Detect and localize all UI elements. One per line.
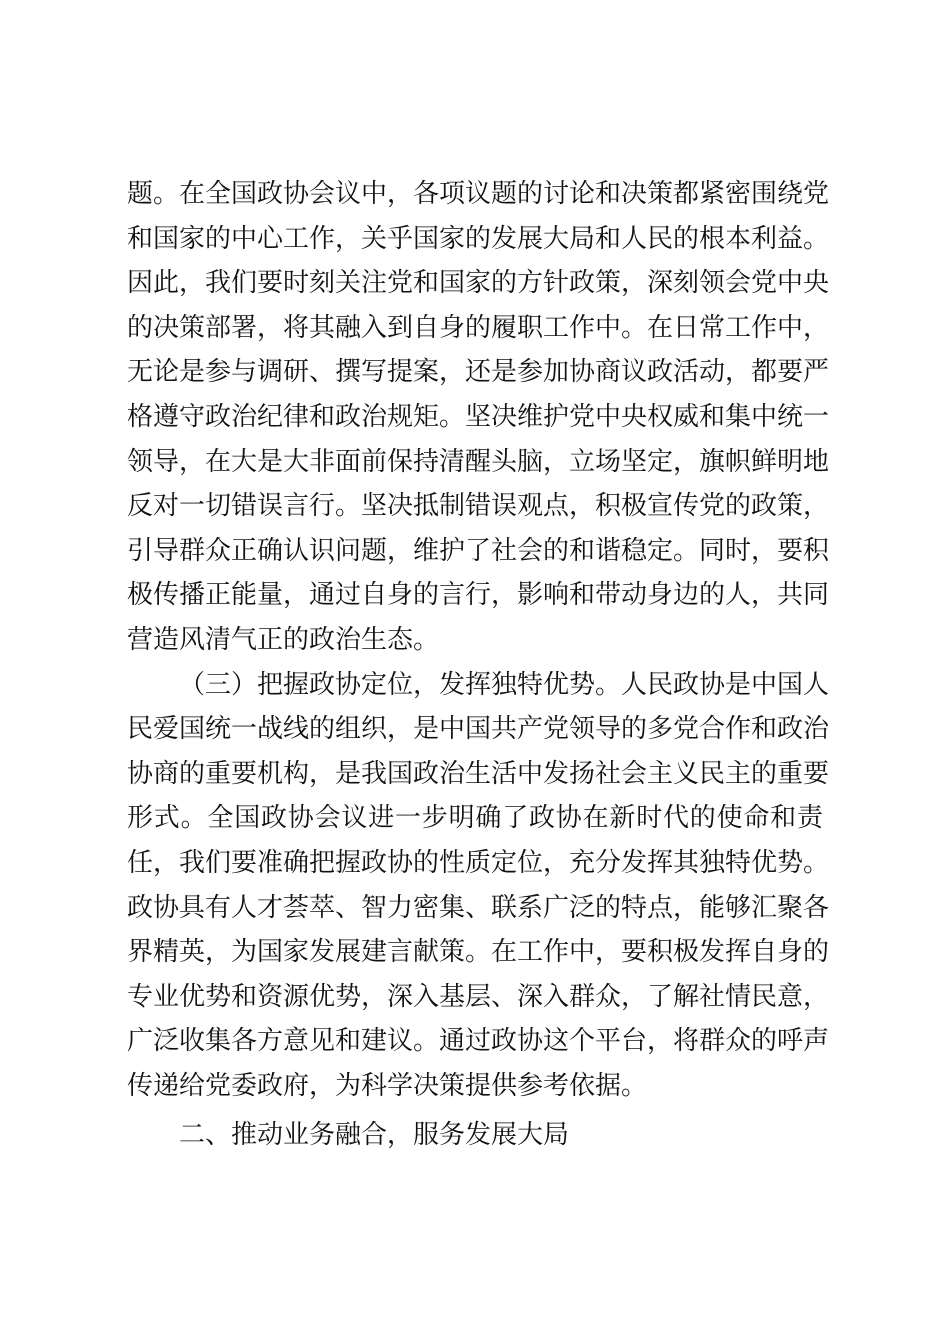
section-heading: 二、推动业务融合，服务发展大局	[179, 1120, 570, 1150]
text-line: 协商的重要机构，是我国政治生活中发扬社会主义民主的重要	[127, 758, 830, 789]
text-line: 的决策部署，将其融入到自身的履职工作中。在日常工作中，	[127, 312, 830, 343]
text-line: 任，我们要准确把握政协的性质定位，充分发挥其独特优势。	[127, 847, 830, 878]
text-line: 界精英，为国家发展建言献策。在工作中，要积极发挥自身的	[127, 937, 830, 968]
text-line: 题。在全国政协会议中，各项议题的讨论和决策都紧密围绕党	[127, 179, 830, 209]
text-line: 广泛收集各方意见和建议。通过政协这个平台，将群众的呼声	[127, 1026, 830, 1057]
text-line: 领导，在大是大非面前保持清醒头脑，立场坚定，旗帜鲜明地	[127, 446, 830, 477]
text-line: 政协具有人才荟萃、智力密集、联系广泛的特点，能够汇聚各	[127, 892, 830, 923]
body-text	[127, 172, 830, 1108]
text-line: 反对一切错误言行。坚决抵制错误观点，积极宣传党的政策，	[127, 491, 830, 522]
text-line: 和国家的中心工作，关乎国家的发展大局和人民的根本利益。	[127, 223, 830, 254]
text-line: 传递给党委政府，为科学决策提供参考依据。	[127, 1070, 648, 1101]
text-line: 格遵守政治纪律和政治规矩。坚决维护党中央权威和集中统一	[127, 401, 830, 432]
text-line: 极传播正能量，通过自身的言行，影响和带动身边的人，共同	[127, 580, 830, 611]
text-line: 营造风清气正的政治生态。	[127, 624, 440, 655]
text-line: 因此，我们要时刻关注党和国家的方针政策，深刻领会党中央	[127, 268, 830, 299]
text-line: 无论是参与调研、撰写提案，还是参加协商议政活动，都要严	[127, 357, 830, 388]
text-line: 民爱国统一战线的组织，是中国共产党领导的多党合作和政治	[127, 714, 830, 745]
text-line: 形式。全国政协会议进一步明确了政协在新时代的使命和责	[127, 803, 823, 834]
text-line: 专业优势和资源优势，深入基层、深入群众，了解社情民意，	[127, 981, 830, 1012]
paragraph-start-line: （三）把握政协定位，发挥独特优势。人民政协是中国人	[179, 669, 830, 700]
text-line: 引导群众正确认识问题，维护了社会的和谐稳定。同时，要积	[127, 535, 830, 566]
